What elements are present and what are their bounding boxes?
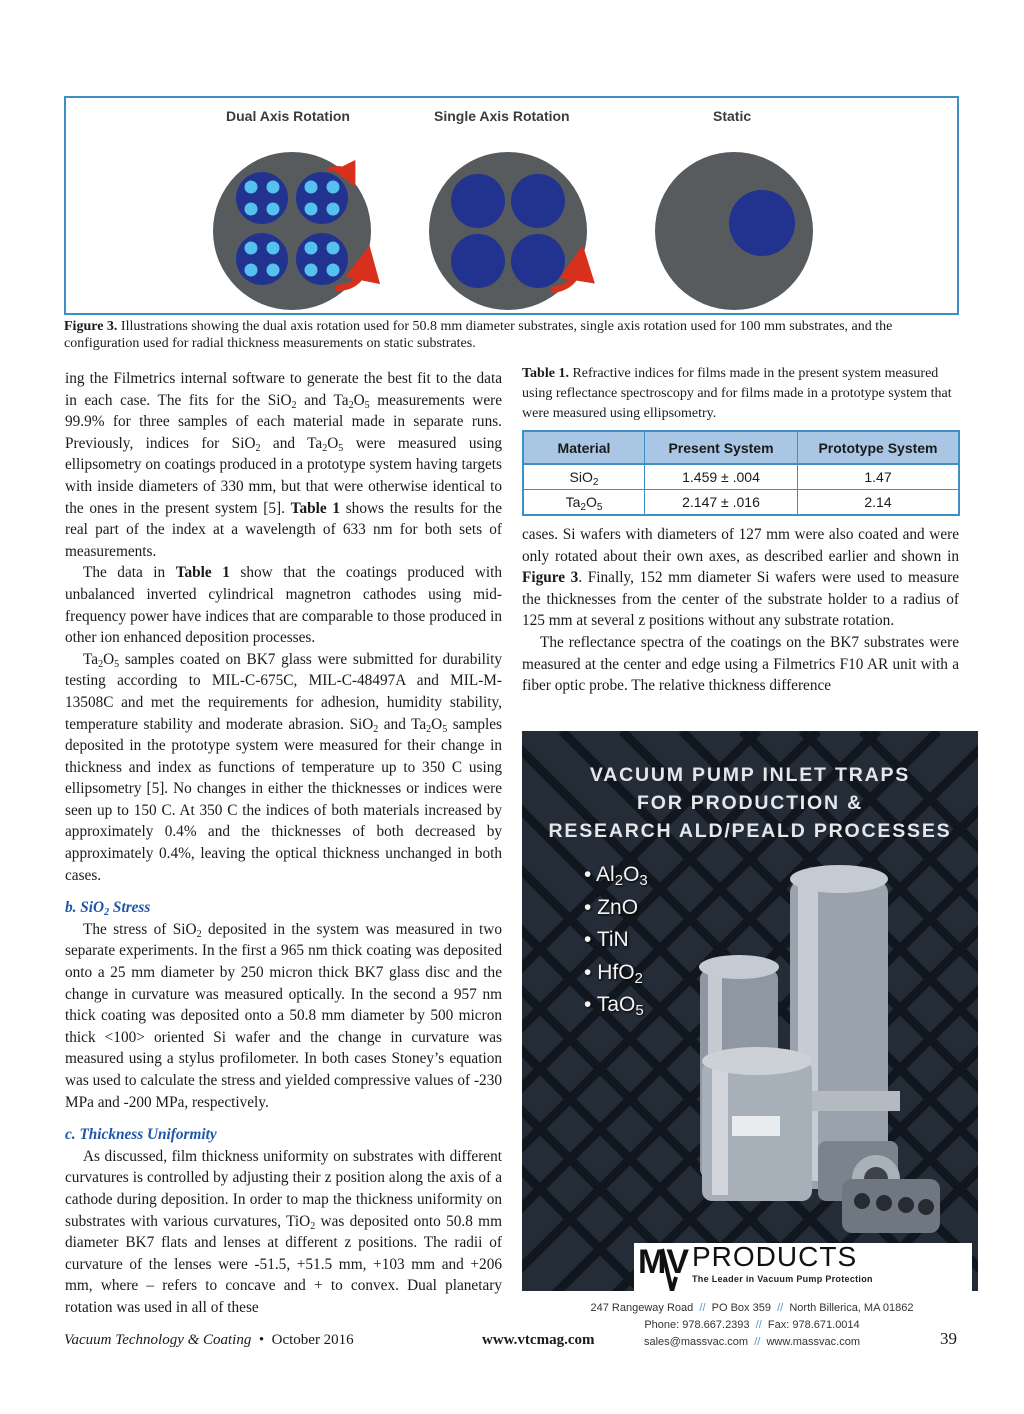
page-number: 39: [940, 1329, 957, 1348]
figure-label-single: Single Axis Rotation: [434, 108, 570, 124]
ad-email-link[interactable]: sales@massvac.com: [644, 1336, 749, 1348]
brand-tagline: The Leader in Vacuum Pump Protection: [692, 1274, 873, 1284]
paragraph: The data in Table 1 show that the coatings produced with unbalanced inverted cylindrical magnetron cathodes using mid-frequency power have indices that are comparable to those produced in other ion enhanced deposition processes.: [65, 564, 502, 647]
ad-bullet-item: • HfO$_2$: [584, 960, 643, 987]
table-caption-label: Table 1.: [522, 366, 569, 381]
chem-formula: TaO$_5$: [596, 993, 644, 1019]
issue-date: October 2016: [271, 1332, 354, 1348]
ad-fax: Fax: 978.671.0014: [767, 1319, 860, 1331]
table-1: [522, 430, 960, 516]
ad-bullet-item: • TiN: [584, 928, 629, 951]
table-cell: 2.147 ± .016: [645, 490, 798, 516]
left-column: [65, 368, 502, 1319]
ad-headline: [522, 761, 978, 845]
ad-bullet-item: • $Al_2O_3$: [584, 863, 648, 889]
ad-bullet-list: [584, 859, 648, 1022]
ad-brand-logo: [634, 1243, 972, 1291]
table-cell: 1.47: [798, 464, 960, 490]
table-cell: 2.14: [798, 490, 960, 516]
table-header: Prototype System: [798, 431, 960, 464]
ad-phone: Phone: 978.667.2393: [644, 1319, 750, 1331]
separator: //: [699, 1302, 706, 1314]
paragraph: As discussed, film thickness uniformity on substrates with different curvatures is controlled by adjusting their z position along the axis of a cathode during deposition. In order to map the thickness uniformity on substrates with various curvatures, TiO$_2$ was deposited onto 50.8 mm diameter BK7 flats and lenses at different z positions. The radii of curvature of the lenses were -51.5, +51.5 mm, +103 mm and +206 mm, where – refers to concave and + to convex. Dual planetary rotation was used in all of these: [65, 1147, 502, 1316]
paragraph: The reflectance spectra of the coatings on the BK7 substrates were measured at the center and edge using a Filmetrics F10 AR unit with a fiber optic probe. The relative thickness difference: [522, 633, 959, 695]
ad-headline-line: RESEARCH ALD/PEALD PROCESSES: [548, 820, 952, 842]
separator: //: [754, 1336, 761, 1348]
table-header-row: [523, 431, 959, 464]
vacuum-trap-product-illustration: [699, 865, 940, 1233]
table-header: Material: [523, 431, 645, 464]
paragraph: ing the Filmetrics internal software to generate the best fit to the data in each case. The fits for the SiO$_2$ and $Ta_2O_5$ measurements were 99.9% for three samples of each material made in separate runs. Previously, indices for SiO$_2$ and $Ta_2O_5$ were measured using ellipsometry on coatings produced in a prototype system having targets with inside diameters of 330 mm, but that were otherwise identical to the ones in the present system [5]. Table 1 shows the results for the real part of the index at a wavelength of 633 nm for both sets of measurements.: [65, 370, 503, 560]
figure-caption: [64, 318, 964, 352]
section-heading-c: c. Thickness Uniformity: [65, 1126, 217, 1144]
journal-name: Vacuum Technology & Coating: [64, 1332, 252, 1348]
mv-logo-icon: [638, 1237, 694, 1291]
figure-caption-text: Illustrations showing the dual axis rotation used for 50.8 mm diameter substrates, single axis rotation used for 100 mm substrates, and the configuration used for radial thickness measurements on static substrates.: [64, 319, 893, 351]
paragraph: cases. Si wafers with diameters of 127 mm were also coated and were only rotated about their own axes, as described earlier and shown in Figure 3. Finally, 152 mm diameter Si wafers were used to measure the thicknesses from the center of the substrate holder to a radius of 125 mm at several z positions without any substrate rotation.: [522, 526, 959, 630]
separator: //: [777, 1302, 784, 1314]
chem-formula: ZnO: [597, 895, 639, 919]
chem-formula: HfO$_2$: [597, 960, 643, 987]
chem-formula: $Ta_2O_5$: [565, 494, 603, 513]
footer-url[interactable]: www.vtcmag.com: [482, 1332, 595, 1348]
table-cell-material: [523, 464, 645, 490]
chem-formula: $Al_2O_3$: [596, 863, 648, 889]
brand-name: PRODUCTS: [692, 1241, 858, 1272]
rotation-illustration: [66, 98, 957, 313]
footer-journal: [64, 1332, 354, 1349]
separator: //: [755, 1319, 762, 1331]
footer-bullet: •: [258, 1332, 265, 1348]
ad-address-line: [522, 1300, 982, 1317]
section-heading-b: b. SiO$_2$ Stress: [65, 899, 151, 919]
figure-3: [64, 96, 959, 315]
ad-headline-line: VACUUM PUMP INLET TRAPS: [589, 764, 911, 786]
figure-label-static: Static: [713, 108, 752, 124]
ad-city: North Billerica, MA 01862: [789, 1302, 914, 1314]
ad-headline-line: FOR PRODUCTION &: [637, 792, 863, 814]
mv-logo-text: MV: [638, 1243, 689, 1281]
chem-formula: TiN: [596, 928, 629, 951]
dual-substrate: [296, 233, 348, 285]
ad-address: 247 Rangeway Road: [590, 1302, 694, 1314]
table-caption-text: Refractive indices for films made in the present system measured using reflectance spectroscopy and for films made in a prototype system that were measured using ellipsometry.: [522, 366, 952, 421]
single-axis-disc: [429, 152, 587, 310]
ad-bullet-item: • ZnO: [584, 895, 639, 919]
static-disc: [655, 152, 813, 310]
advertisement: [522, 731, 978, 1291]
ad-pobox: PO Box 359: [711, 1302, 771, 1314]
dual-substrate: [236, 233, 288, 285]
figure-label-dual: Dual Axis Rotation: [226, 108, 350, 124]
table-header: Present System: [645, 431, 798, 464]
chem-formula: SiO$_2$: [569, 469, 599, 488]
paragraph: The stress of SiO$_2$ deposited in the system was measured in two separate experiments. In the first a 965 nm thick coating was deposited onto a 25 mm diameter by 250 micron thick BK7 glass disc and the change in curvature was measured optically. In the second a 957 nm thick coating was deposited onto a 50.8 mm diameter by 500 micron thick <100> oriented Si wafer and the change in curvature was measured using a stylus profilometer. In both cases Stoney’s equation was used to calculate the stress and yielded compressive values of -230 MPa and -200 MPa, respectively.: [65, 920, 502, 1111]
dual-axis-disc: [213, 152, 371, 310]
right-column: [522, 524, 959, 697]
table-caption: [522, 364, 960, 424]
ad-web-link[interactable]: www.massvac.com: [766, 1336, 860, 1348]
dual-substrate: [236, 172, 288, 224]
table-cell-material: [523, 490, 645, 516]
dual-substrate: [296, 172, 348, 224]
figure-caption-label: Figure 3.: [64, 319, 118, 334]
paragraph: $Ta_2O_5$ samples coated on BK7 glass were submitted for durability testing according to MIL-C-675C, MIL-C-48497A and MIL-M-13508C and met the requirements for adhesion, humidity stability, temperature stability and moderate abrasion. SiO$_2$ and $Ta_2O_5$ samples deposited in the prototype system were measured for their change in thickness and index as functions of temperature up to 350 C using ellipsometry [5]. No changes in either the thicknesses or indices were seen up to 150 C. At 350 C the indices of both materials increased by approximately 0.4% and the thicknesses of both decreased by approximately 0.4%, leaving the optical thickness unchanged in both cases.: [65, 650, 502, 884]
table-cell: 1.459 ± .004: [645, 464, 798, 490]
ad-bullet-item: • TaO$_5$: [584, 993, 644, 1019]
table-row: [523, 464, 959, 490]
table-row: [523, 490, 959, 516]
